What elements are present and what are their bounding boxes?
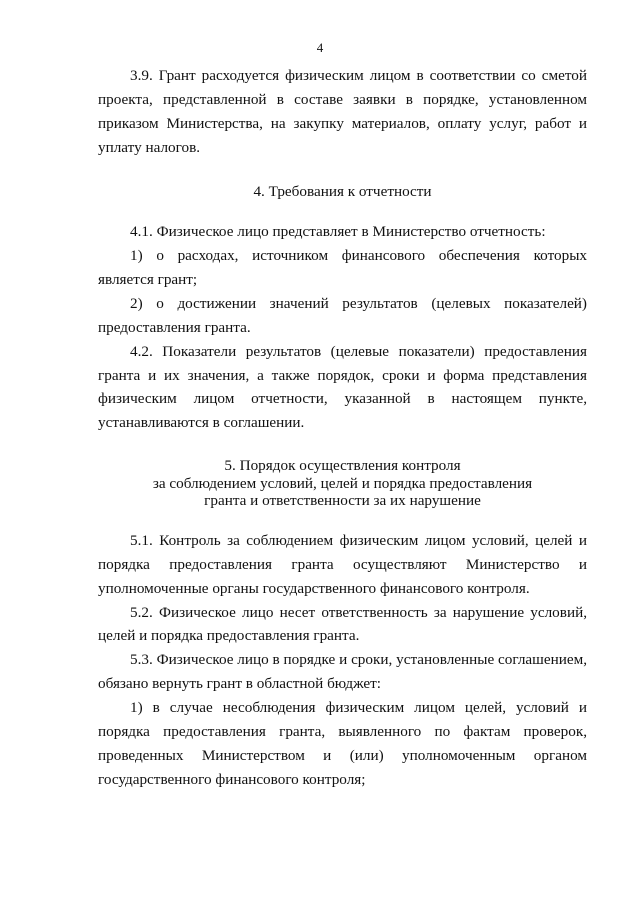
paragraph-4-1: 4.1. Физическое лицо представляет в Министерство отчетность:: [130, 223, 546, 241]
paragraph-5-3-item-1: 1) в случае несоблюдения физическим лицом целей, условий и порядка предоставления гранта, выявленного по фактам проверок, проведенных Министерством и (или) уполномоченным органом государственного финансового контроля;: [98, 699, 587, 788]
section-5-heading-line-3: гранта и ответственности за их нарушение: [204, 492, 481, 510]
paragraph-5-3: 5.3. Физическое лицо в порядке и сроки, установленные соглашением, обязано вернуть грант в областной бюджет:: [98, 651, 587, 693]
page-number: 4: [316, 40, 324, 55]
document-body: [98, 64, 587, 792]
paragraph-4-1-item-1: 1) о расходах, источником финансового обеспечения которых является грант;: [98, 247, 587, 288]
paragraph-4-1-item-2: 2) о достижении значений результатов (целевых показателей) предоставления гранта.: [98, 294, 587, 336]
section-5-heading-line-1: 5. Порядок осуществления контроля: [224, 457, 461, 475]
section-5-heading-line-2: за соблюдением условий, целей и порядка предоставления: [152, 474, 533, 492]
paragraph-5-2: 5.2. Физическое лицо несет ответственность за нарушение условий, целей и порядка предоставления гранта.: [98, 603, 587, 645]
paragraph-4-2: 4.2. Показатели результатов (целевые показатели) предоставления гранта и их значения, а также порядок, сроки и форма представления физическим лицом отчетности, указанной в настоящем пункте, устанавливаются в соглашении.: [98, 342, 587, 432]
section-5-heading: [98, 457, 587, 510]
paragraph-3-9: 3.9. Грант расходуется физическим лицом в соответствии со сметой проекта, представленной в составе заявки в порядке, установленном приказом Министерства, на закупку материалов, оплату услуг, работ и уплату налогов.: [98, 67, 587, 156]
paragraph-5-1: 5.1. Контроль за соблюдением физическим лицом условий, целей и порядка предоставления гранта осуществляют Министерство и уполномоченные органы государственного финансового контроля.: [98, 531, 587, 597]
section-4-heading: 4. Требования к отчетности: [253, 182, 432, 200]
